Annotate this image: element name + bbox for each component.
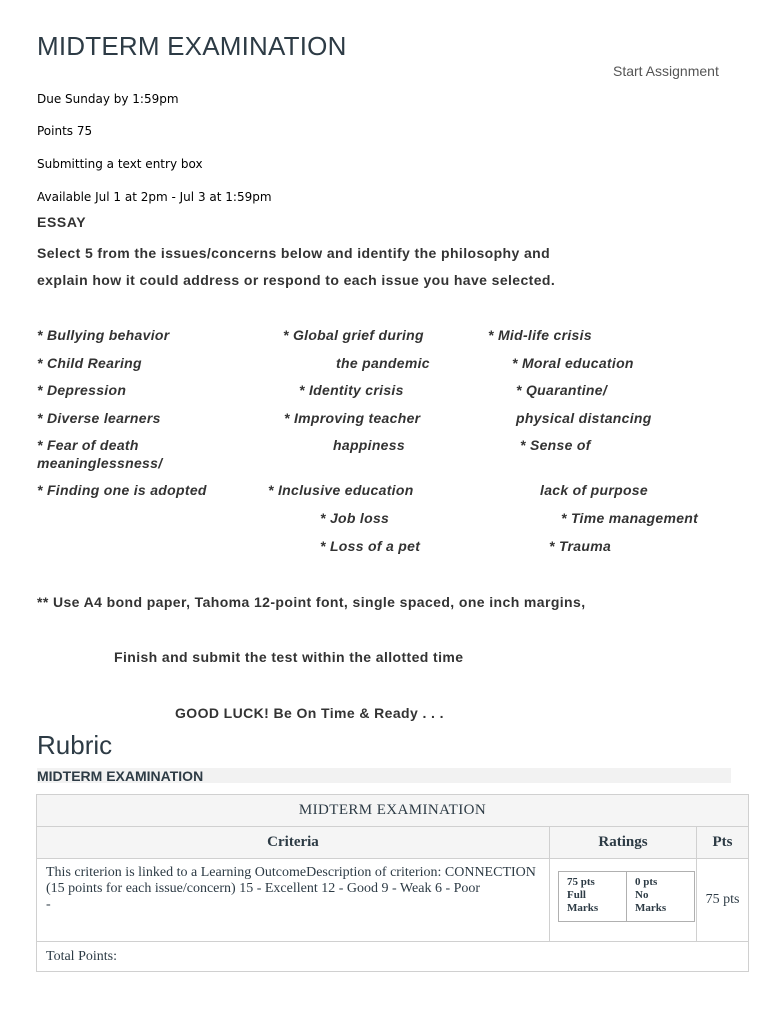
table-row xyxy=(37,859,749,942)
issue-item: * Trauma xyxy=(549,538,612,554)
finish-note: Finish and submit the test within the allotted time xyxy=(114,649,464,665)
issue-item: * Sense of xyxy=(520,437,591,453)
issue-item: * Diverse learners xyxy=(37,410,161,426)
good-luck-note: GOOD LUCK! Be On Time & Ready . . . xyxy=(175,705,444,721)
issue-item: * Time management xyxy=(561,510,699,526)
rating-points: 75 pts xyxy=(567,876,595,888)
criterion-dash: - xyxy=(46,897,51,912)
issue-item: * Finding one is adopted xyxy=(37,482,207,498)
instruction-line-2: explain how it could address or respond to each issue you have selected. xyxy=(37,272,556,288)
formatting-note: ** Use A4 bond paper, Tahoma 12-point font, single spaced, one inch margins, xyxy=(37,594,586,610)
issue-item: * Improving teacher xyxy=(284,410,421,426)
issue-item-continued: the pandemic xyxy=(336,355,430,371)
criterion-cell xyxy=(37,859,550,942)
rating-no-marks xyxy=(626,872,693,921)
pts-header: Pts xyxy=(697,827,749,859)
rating-label-line: Marks xyxy=(635,902,667,914)
rubric-heading: Rubric xyxy=(37,730,113,760)
rating-label-line: Full xyxy=(567,889,586,901)
issue-item-continued: physical distancing xyxy=(516,410,652,426)
rubric-subtitle: MIDTERM EXAMINATION xyxy=(37,768,204,784)
points-info: Points 75 xyxy=(37,124,93,138)
rubric-table-caption: MIDTERM EXAMINATION xyxy=(37,795,749,827)
criterion-points: 75 pts xyxy=(697,859,749,942)
issue-item: * Global grief during xyxy=(283,327,424,343)
availability: Available Jul 1 at 2pm - Jul 3 at 1:59pm xyxy=(37,190,272,204)
issue-item: * Fear of death xyxy=(37,437,139,453)
issue-item: * Mid-life crisis xyxy=(488,327,592,343)
issue-item: * Bullying behavior xyxy=(37,327,170,343)
criteria-header: Criteria xyxy=(37,827,550,859)
ratings-cell xyxy=(550,859,697,942)
issue-item-continued: lack of purpose xyxy=(540,482,648,498)
rating-points: 0 pts xyxy=(635,876,658,888)
page-title: MIDTERM EXAMINATION xyxy=(37,31,347,61)
issue-item: * Quarantine/ xyxy=(516,382,608,398)
due-date: Due Sunday by 1:59pm xyxy=(37,92,179,106)
submission-type: Submitting a text entry box xyxy=(37,157,203,171)
start-assignment-button[interactable]: Start Assignment xyxy=(613,63,719,79)
issue-item: * Loss of a pet xyxy=(320,538,421,554)
issue-item-continued: meaninglessness/ xyxy=(37,455,163,471)
ratings-header: Ratings xyxy=(550,827,697,859)
rating-label-line: No xyxy=(635,889,649,901)
rating-full-marks xyxy=(559,872,626,921)
rubric-table xyxy=(36,794,749,972)
issue-item-continued: happiness xyxy=(333,437,405,453)
total-points: Total Points: xyxy=(37,942,749,972)
criterion-description: This criterion is linked to a Learning OutcomeDescription of criterion: CONNECTION (15 points for each issue/concern) 15 - Excellent 12 - Good 9 - Weak 6 - Poor xyxy=(46,865,536,896)
issue-item: * Child Rearing xyxy=(37,355,142,371)
rating-label-line: Marks xyxy=(567,902,599,914)
ratings-group xyxy=(558,871,695,922)
issue-item: * Depression xyxy=(37,382,127,398)
issue-item: * Job loss xyxy=(320,510,390,526)
issue-item: * Moral education xyxy=(512,355,634,371)
issue-item: * Identity crisis xyxy=(299,382,404,398)
instruction-line-1: Select 5 from the issues/concerns below and identify the philosophy and xyxy=(37,245,551,261)
essay-heading: ESSAY xyxy=(37,214,87,230)
issue-item: * Inclusive education xyxy=(268,482,414,498)
